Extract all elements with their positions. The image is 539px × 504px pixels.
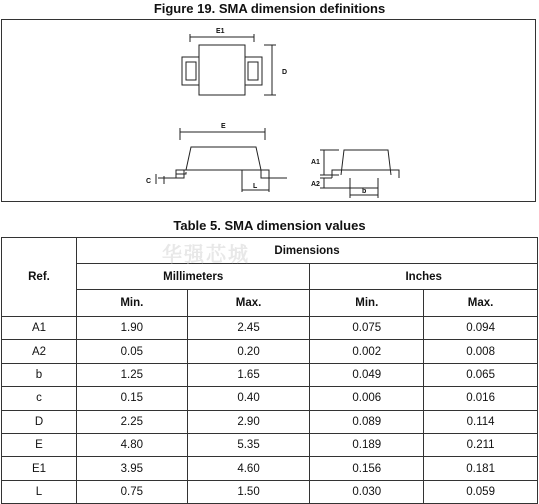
dim-label-a2: A2 xyxy=(311,181,320,188)
figure-box xyxy=(1,19,536,202)
cell-mm-min: 3.95 xyxy=(77,457,188,480)
header-inches: Inches xyxy=(310,264,538,290)
cell-mm-max: 2.45 xyxy=(187,317,310,340)
cell-mm-max: 1.50 xyxy=(187,480,310,503)
dim-label-l: L xyxy=(253,183,258,190)
cell-in-min: 0.156 xyxy=(310,457,424,480)
cell-mm-min: 1.25 xyxy=(77,363,188,386)
cell-mm-max: 1.65 xyxy=(187,363,310,386)
cell-mm-min: 2.25 xyxy=(77,410,188,433)
header-mm-max: Max. xyxy=(187,290,310,317)
top-view xyxy=(182,34,276,95)
cell-in-min: 0.089 xyxy=(310,410,424,433)
cell-in-min: 0.049 xyxy=(310,363,424,386)
dimension-table xyxy=(1,237,538,504)
header-dimensions: Dimensions xyxy=(77,238,538,264)
header-in-min: Min. xyxy=(310,290,424,317)
cell-in-max: 0.181 xyxy=(424,457,538,480)
header-mm-min: Min. xyxy=(77,290,188,317)
header-in-max: Max. xyxy=(424,290,538,317)
cell-ref: A1 xyxy=(2,317,77,340)
cell-mm-max: 0.40 xyxy=(187,387,310,410)
cell-mm-max: 0.20 xyxy=(187,340,310,363)
dim-label-e1: E1 xyxy=(216,28,225,35)
cell-in-min: 0.002 xyxy=(310,340,424,363)
dim-label-e: E xyxy=(221,123,226,130)
cell-in-max: 0.059 xyxy=(424,480,538,503)
table-row xyxy=(2,410,538,433)
table-row xyxy=(2,317,538,340)
cell-in-max: 0.211 xyxy=(424,433,538,456)
figure-title: Figure 19. SMA dimension definitions xyxy=(153,1,386,16)
cell-ref: E1 xyxy=(2,457,77,480)
cell-mm-min: 0.15 xyxy=(77,387,188,410)
end-view xyxy=(320,150,399,198)
header-millimeters: Millimeters xyxy=(77,264,310,290)
table-row xyxy=(2,457,538,480)
cell-in-max: 0.008 xyxy=(424,340,538,363)
cell-ref: b xyxy=(2,363,77,386)
dim-label-a1: A1 xyxy=(311,159,320,166)
header-ref: Ref. xyxy=(2,238,77,317)
table-row xyxy=(2,363,538,386)
cell-in-max: 0.065 xyxy=(424,363,538,386)
cell-ref: E xyxy=(2,433,77,456)
side-view xyxy=(156,128,287,192)
cell-in-min: 0.075 xyxy=(310,317,424,340)
dim-label-c: C xyxy=(146,178,152,185)
cell-mm-max: 2.90 xyxy=(187,410,310,433)
cell-in-max: 0.114 xyxy=(424,410,538,433)
table-row xyxy=(2,340,538,363)
cell-in-min: 0.006 xyxy=(310,387,424,410)
cell-mm-min: 0.05 xyxy=(77,340,188,363)
dim-label-b: b xyxy=(362,188,367,195)
cell-mm-min: 0.75 xyxy=(77,480,188,503)
cell-in-max: 0.094 xyxy=(424,317,538,340)
table-row xyxy=(2,387,538,410)
cell-in-min: 0.030 xyxy=(310,480,424,503)
watermark: 华强芯城 xyxy=(162,244,250,266)
dim-label-d: D xyxy=(282,69,288,76)
cell-in-min: 0.189 xyxy=(310,433,424,456)
package-drawing xyxy=(2,20,537,203)
cell-in-max: 0.016 xyxy=(424,387,538,410)
cell-ref: L xyxy=(2,480,77,503)
cell-ref: A2 xyxy=(2,340,77,363)
cell-ref: c xyxy=(2,387,77,410)
cell-mm-max: 4.60 xyxy=(187,457,310,480)
table-row xyxy=(2,480,538,503)
cell-mm-min: 4.80 xyxy=(77,433,188,456)
cell-mm-max: 5.35 xyxy=(187,433,310,456)
table-title: Table 5. SMA dimension values xyxy=(173,218,366,233)
cell-ref: D xyxy=(2,410,77,433)
table-row xyxy=(2,433,538,456)
cell-mm-min: 1.90 xyxy=(77,317,188,340)
